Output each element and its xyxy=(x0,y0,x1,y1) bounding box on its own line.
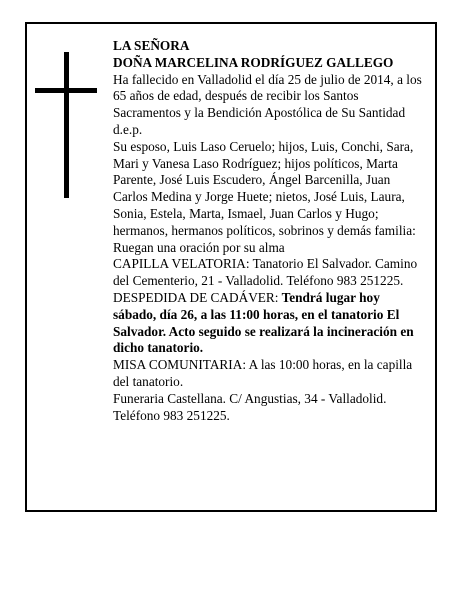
cross-vertical-bar xyxy=(64,52,69,198)
funeral-home: Funeraria Castellana. C/ Angustias, 34 - Valladolid. Teléfono 983 251225. xyxy=(113,390,387,423)
family-paragraph: Su esposo, Luis Laso Ceruelo; hijos, Luis, Conchi, Sara, Mari y Vanesa Laso Rodríguez; hijos políticos, Marta Parente, José Luis Escudero, Ángel Barcenilla, Juan Carlos Medina y Jorge Huete; nietos, José Luis, Laura, Sonia, Estela, Marta, Ismael, Juan Carlos y Hugo; hermanos, hermanos políticos, sobrinos y demás familia: xyxy=(113,138,416,238)
farewell-label: DESPEDIDA DE CADÁVER: xyxy=(113,289,279,305)
mass-paragraph xyxy=(113,357,425,391)
wake-label: CAPILLA VELATORIA: xyxy=(113,256,250,272)
obituary-text xyxy=(113,38,425,424)
mass-label: MISA COMUNITARIA: xyxy=(113,357,247,373)
death-paragraph: Ha fallecido en Valladolid el día 25 de julio de 2014, a los 65 años de edad, después de recibir los Santos Sacramentos y la Bendición Apostólica de Su Santidad d.e.p. xyxy=(113,71,422,137)
farewell-text: Tendrá lugar hoy sábado, día 26, a las 11:00 horas, en el tanatorio El Salvador. Acto seguido se realizará la incineración en dicho tanatorio. xyxy=(113,289,414,356)
prayer-request: Ruegan una oración por su alma xyxy=(113,239,285,255)
mass-text: A las 10:00 horas, en la capilla del tanatorio. xyxy=(113,357,413,389)
farewell-paragraph xyxy=(113,290,425,357)
wake-paragraph xyxy=(113,256,425,290)
deceased-name: DOÑA MARCELINA RODRÍGUEZ GALLEGO xyxy=(113,54,394,70)
cross-horizontal-bar xyxy=(35,88,97,93)
cross-icon xyxy=(35,52,97,198)
title-line: LA SEÑORA xyxy=(113,38,190,53)
wake-text: Tanatorio El Salvador. Camino del Cementerio, 21 - Valladolid. Teléfono 983 251225. xyxy=(113,256,418,289)
